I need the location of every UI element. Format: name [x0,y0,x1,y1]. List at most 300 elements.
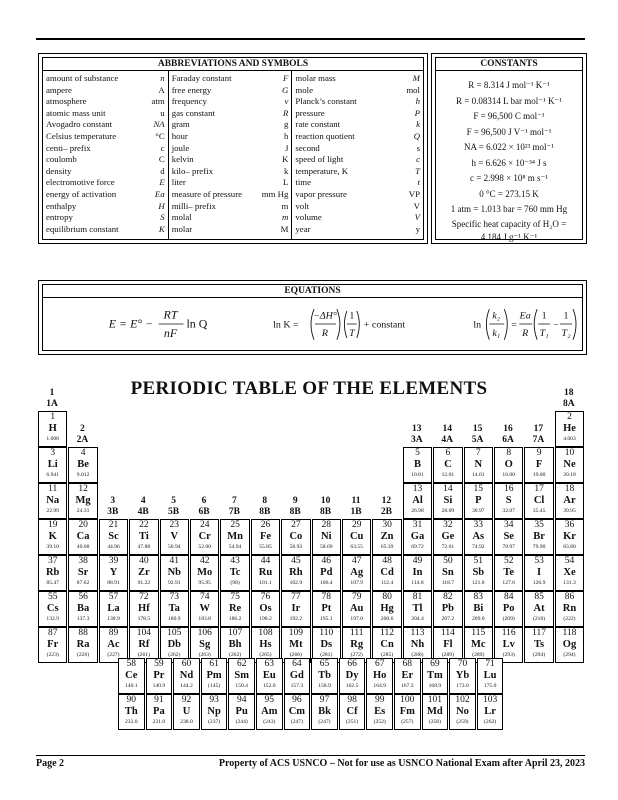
abbreviation-row [172,108,289,120]
footer-rule [36,755,585,756]
atomic-number: 113 [410,628,425,638]
element-symbol: Al [412,495,423,506]
atomic-number: 41 [169,556,180,566]
abbreviation-name: Celsius temperature [46,130,117,141]
atomic-number: 23 [169,520,180,530]
lanthanide-cell [284,658,311,694]
abbreviation-row [295,131,420,143]
element-symbol: Nb [167,567,181,578]
element-symbol: Pd [320,567,333,578]
atomic-mass: 190.2 [259,616,272,622]
abbreviation-name: vapor pressure [295,188,347,199]
element-symbol: Ni [321,531,332,542]
element-symbol: Lv [502,639,515,650]
abbreviation-name: pressure [295,107,325,118]
atomic-mass: (266) [289,652,302,658]
atomic-mass: 126.9 [532,580,546,586]
group-number: 11 [351,496,361,506]
abbreviation-name: kilo– prefix [171,165,213,176]
atomic-mass: 83.80 [563,544,576,550]
actinide-cell [173,694,200,730]
atomic-number: 115 [471,628,486,638]
element-symbol: Cd [380,567,394,578]
element-cell [464,519,493,555]
element-cell [464,447,493,483]
element-cell [220,555,249,591]
abbreviation-symbol: c [160,142,165,153]
atomic-number: 10 [564,448,575,458]
element-symbol: O [504,459,513,470]
abbreviation-symbol: K [158,223,165,234]
element-cell [312,591,341,627]
element-symbol: Fl [443,639,453,650]
element-cell [403,447,432,483]
abbreviation-name: atomic mass unit [46,107,106,118]
atomic-mass: 69.72 [411,544,424,550]
eq2-lhs: ln K = [273,320,299,331]
atomic-number: 80 [382,592,392,602]
atomic-mass: (244) [235,719,248,725]
atomic-mass: (289) [441,652,454,658]
element-cell [190,519,219,555]
element-symbol: I [537,567,542,578]
abbreviation-name: Faraday constant [171,73,232,83]
element-cell [99,519,128,555]
atomic-number: 97 [319,695,330,705]
element-cell [38,627,67,663]
element-symbol: Ti [139,531,149,542]
atomic-mass: (227) [107,652,120,658]
element-symbol: Ne [563,459,576,470]
abbreviation-row [172,119,289,131]
atomic-mass: 72.61 [441,544,455,550]
abbreviation-symbol: h [283,130,289,141]
element-cell [251,591,280,627]
atomic-mass: 39.10 [46,544,59,550]
abbreviation-symbol: M [280,223,289,234]
abbreviation-symbol: mm Hg [261,188,289,199]
atomic-mass: 131.3 [563,580,576,586]
actinide-cell [146,694,173,730]
abbreviation-name: molal [171,212,192,223]
element-symbol: Si [443,495,453,506]
atomic-number: 3 [50,448,56,458]
abbreviation-row [46,108,165,120]
element-symbol: Gd [289,670,304,681]
atomic-mass: 24.31 [76,508,90,514]
actinide-cell [422,694,449,730]
eq1-numerator: RT [163,309,178,322]
element-cell [433,447,462,483]
group-letter: 2B [380,507,392,517]
abbreviation-row [295,201,420,213]
element-symbol: Ba [76,603,90,614]
eq3-t2-numerator: 1 [563,310,569,322]
atomic-mass: 102.9 [289,580,303,586]
atomic-number: 11 [48,484,58,494]
atomic-mass: 162.5 [345,683,359,689]
element-cell [524,591,553,627]
abbreviations-column [169,71,293,239]
atomic-mass: (294) [533,652,546,658]
atomic-number: 24 [199,520,210,530]
atomic-mass: (243) [263,719,276,725]
atomic-mass: 79.90 [532,544,546,550]
atomic-mass: 88.91 [107,580,120,586]
abbreviation-symbol: t [417,177,420,188]
abbreviation-name: centi– prefix [46,142,91,153]
atomic-mass: 58.69 [319,544,333,550]
lanthanide-cell [146,658,173,694]
periodic-table-title: PERIODIC TABLE OF THE ELEMENTS [130,378,488,399]
lanthanide-cell [422,658,449,694]
element-symbol: Rg [350,639,364,650]
abbreviation-row [295,96,420,108]
element-symbol: Zr [138,567,150,578]
element-cell [555,411,584,447]
atomic-number: 47 [351,556,362,566]
abbreviation-name: volt [295,200,310,211]
atomic-number: 66 [347,659,357,669]
atomic-mass: (285) [381,652,394,658]
constant-item: F = 96,500 C mol⁻¹ [473,111,545,121]
atomic-mass: 157.3 [290,683,304,689]
atomic-mass: 195.1 [319,616,333,622]
atomic-mass: 183.8 [198,616,211,622]
atomic-number: 27 [291,520,301,530]
element-cell [190,591,219,627]
atomic-mass: 175.0 [483,683,497,689]
atomic-mass: 114.8 [411,580,424,586]
atomic-mass: 92.91 [167,580,181,586]
element-symbol: F [535,459,543,470]
group-number: 2 [80,424,85,434]
atomic-mass: 39.95 [563,508,576,514]
atomic-mass: 144.2 [180,683,193,689]
eq2-denominator: R [321,328,329,339]
eq3-t1-denominator: T₁ [539,328,549,339]
atomic-number: 92 [181,695,192,705]
group-number: 5 [171,496,176,506]
eq3-k-denominator: k₁ [492,328,501,339]
abbreviation-row [295,177,420,189]
atomic-number: 16 [503,484,514,494]
element-symbol: B [413,459,421,470]
abbreviation-name: coulomb [46,154,77,165]
element-cell [433,519,462,555]
element-cell [555,483,584,519]
abbreviation-name: milli– prefix [171,200,216,211]
atomic-mass: 10.81 [411,472,424,478]
atomic-number: 38 [78,556,88,566]
group-number: 12 [381,496,392,506]
atomic-number: 21 [108,520,119,530]
element-symbol: Po [502,603,515,614]
atomic-number: 105 [167,628,182,638]
lanthanide-cell [256,658,283,694]
atomic-number: 91 [154,695,164,705]
abbreviations-column [43,71,169,239]
abbreviation-row [172,131,289,143]
atomic-number: 77 [291,592,301,602]
eq2-tail: + constant [363,320,406,331]
atomic-mass: 35.45 [532,508,546,514]
abbreviation-symbol: °C [155,130,165,141]
group-label [251,496,279,518]
atomic-mass: (262) [168,652,181,658]
atomic-mass: (247) [290,719,303,725]
abbreviation-name: year [295,223,311,234]
abbreviation-row [172,73,289,85]
element-symbol: Te [503,567,515,578]
abbreviation-name: electromotive force [46,177,115,188]
element-symbol: Ar [563,495,576,506]
abbreviation-symbol: T [415,165,420,176]
atomic-mass: (286) [411,652,424,658]
element-cell [372,591,401,627]
atomic-mass: 173.0 [456,683,469,689]
constant-item: 0 °C = 273.15 K [479,188,539,199]
atomic-mass: 9.012 [76,472,90,478]
atomic-mass: 137.3 [76,616,90,622]
atomic-number: 22 [139,520,149,530]
atomic-number: 1 [50,412,56,422]
element-symbol: Eu [262,670,276,681]
element-symbol: Db [167,639,181,650]
atomic-number: 30 [382,520,392,530]
element-symbol: Tb [318,670,331,681]
atomic-mass: 54.94 [228,544,242,550]
abbreviation-name: time [295,177,312,188]
abbreviation-name: molar mass [295,73,336,83]
abbreviation-row [295,85,420,97]
element-cell [38,447,67,483]
atomic-number: 36 [564,520,575,530]
abbreviation-row [172,154,289,166]
atomic-mass: 16.00 [502,472,515,478]
abbreviation-name: free energy [171,84,212,95]
actinide-cell [311,694,338,730]
atomic-number: 82 [443,592,453,602]
element-cell [342,591,371,627]
element-symbol: Re [228,603,242,614]
abbreviation-symbol: atm [151,96,165,107]
atomic-mass: (293) [502,652,515,658]
equations-inner [42,284,583,351]
group-number: 1 [49,388,55,398]
group-label [555,388,583,410]
atomic-number: 5 [415,448,420,458]
atomic-mass: 152.0 [263,683,276,689]
atomic-mass: 197.0 [350,616,363,622]
element-symbol: Os [259,603,272,614]
element-symbol: Mt [289,639,303,650]
group-letter: 2A [76,435,89,445]
element-symbol: Ac [107,639,120,650]
element-symbol: Cu [349,531,364,542]
abbreviation-row [46,96,165,108]
atomic-number: 40 [139,556,149,566]
group-letter: 1A [46,399,58,409]
element-cell [524,483,553,519]
group-number: 3 [110,496,116,506]
atomic-mass: 232.0 [125,719,138,725]
group-letter: 6A [502,435,514,445]
atomic-mass: (257) [401,719,414,725]
atomic-mass: (247) [318,719,331,725]
atomic-number: 72 [139,592,149,602]
abbreviation-name: volume [295,212,322,223]
lanthanide-cell [228,658,255,694]
abbreviation-name: density [46,165,72,176]
element-symbol: Pa [153,706,165,717]
element-symbol: Sn [442,567,454,578]
element-symbol: Bk [318,706,331,717]
abbreviation-symbol: mol [406,84,420,95]
atomic-number: 48 [382,556,392,566]
actinide-cell [394,694,421,730]
atomic-number: 74 [199,592,210,602]
abbreviation-symbol: g [283,119,289,130]
element-cell [403,519,432,555]
lanthanide-cell [477,658,504,694]
atomic-mass: 168.9 [428,683,442,689]
atomic-mass: 74.92 [471,544,485,550]
element-cell [433,555,462,591]
atomic-number: 12 [78,484,88,494]
equation-arrhenius [473,309,576,340]
atomic-number: 78 [321,592,332,602]
element-symbol: P [475,495,482,506]
element-symbol: At [533,603,545,614]
actinide-cell [477,694,504,730]
constants-title: CONSTANTS [436,58,582,71]
element-symbol: Pb [441,603,455,614]
atomic-mass: 52.00 [198,544,211,550]
actinide-cell [256,694,283,730]
atomic-number: 101 [427,695,443,705]
abbreviation-symbol: S [160,212,165,223]
group-number: 14 [442,424,452,434]
abbreviation-row [295,143,420,155]
abbreviation-symbol: ν [284,96,289,107]
atomic-mass: (251) [346,719,359,725]
atomic-number: 69 [430,659,440,669]
eq1-lhs: E = E° − [108,319,154,331]
element-symbol: Sr [77,567,89,578]
element-symbol: Bh [228,639,242,650]
atomic-mass: 20.18 [563,472,576,478]
element-symbol: Zn [380,531,394,542]
atomic-number: 35 [534,520,544,530]
atomic-mass: 140.1 [125,683,138,689]
page-number: Page 2 [36,758,65,769]
element-symbol: Ta [168,603,180,614]
element-cell [68,519,97,555]
atomic-number: 117 [532,628,547,638]
abbreviation-name: temperature, K [295,165,349,176]
abbreviation-row [172,201,289,213]
atomic-mass: 6.941 [46,472,59,478]
atomic-number: 25 [230,520,240,530]
group-letter: 5A [471,435,484,445]
element-symbol: Lr [484,706,496,717]
element-symbol: Nd [179,670,194,681]
atomic-number: 4 [80,448,86,458]
group-letter: 3A [410,435,423,445]
element-cell [38,591,67,627]
constant-item: R = 0.08314 L bar mol⁻¹ K⁻¹ [456,95,562,106]
group-label [494,424,522,446]
group-label [129,496,157,518]
abbreviation-name: second [295,142,320,153]
atomic-mass: 207.2 [441,616,455,622]
element-symbol: Ts [534,639,545,650]
group-number: 17 [533,424,544,434]
atomic-mass: (289) [472,652,485,658]
abbreviation-name: reaction quotient [295,130,355,141]
atomic-number: 52 [503,556,514,566]
abbreviation-name: atmosphere [46,96,87,107]
atomic-number: 61 [209,659,219,669]
abbreviation-name: enthalpy [46,200,77,211]
atomic-number: 110 [319,628,334,638]
atomic-number: 90 [126,695,137,705]
abbreviation-symbol: c [416,154,420,165]
element-symbol: Cs [46,603,59,614]
abbreviations-inner [42,57,424,240]
group-label [220,496,248,518]
element-symbol: K [48,531,57,542]
atomic-number: 86 [564,592,575,602]
element-cell [555,555,584,591]
atomic-mass: 58.93 [289,544,303,550]
atomic-number: 107 [227,628,243,638]
element-cell [190,555,219,591]
group-letter: 4B [137,507,149,517]
actinide-cell [366,694,393,730]
atomic-mass: 44.96 [107,544,120,550]
eq3-e-numerator: Ea [519,310,531,322]
actinide-cell [118,694,145,730]
element-symbol: Mg [75,495,91,506]
constant-item: NA = 6.022 × 10²³ mol⁻¹ [464,142,554,152]
abbreviation-row [46,73,165,85]
atomic-mass: 50.94 [167,544,181,550]
element-cell [494,447,523,483]
group-letter: 8B [320,507,332,517]
atomic-number: 71 [485,659,495,669]
atomic-number: 46 [321,556,332,566]
abbreviation-symbol: k [283,165,289,176]
atomic-number: 108 [258,628,273,638]
group-label [403,424,431,446]
atomic-number: 65 [319,659,330,669]
element-symbol: Ra [76,639,90,650]
constant-item: F = 96,500 J V⁻¹ mol⁻¹ [466,126,552,137]
constant-item: Specific heat capacity of H₂O = 4.184 J g⁻¹ K⁻¹ [451,218,567,242]
atomic-mass: (294) [563,652,576,658]
atomic-number: 45 [291,556,301,566]
element-cell [312,555,341,591]
atomic-number: 7 [475,448,481,458]
abbreviation-row [172,212,289,224]
group-label [433,424,461,446]
element-symbol: Th [124,706,138,717]
group-number: 7 [232,496,237,506]
atomic-number: 100 [400,695,415,705]
constant-item: R = 8.314 J mol⁻¹ K⁻¹ [468,80,550,90]
